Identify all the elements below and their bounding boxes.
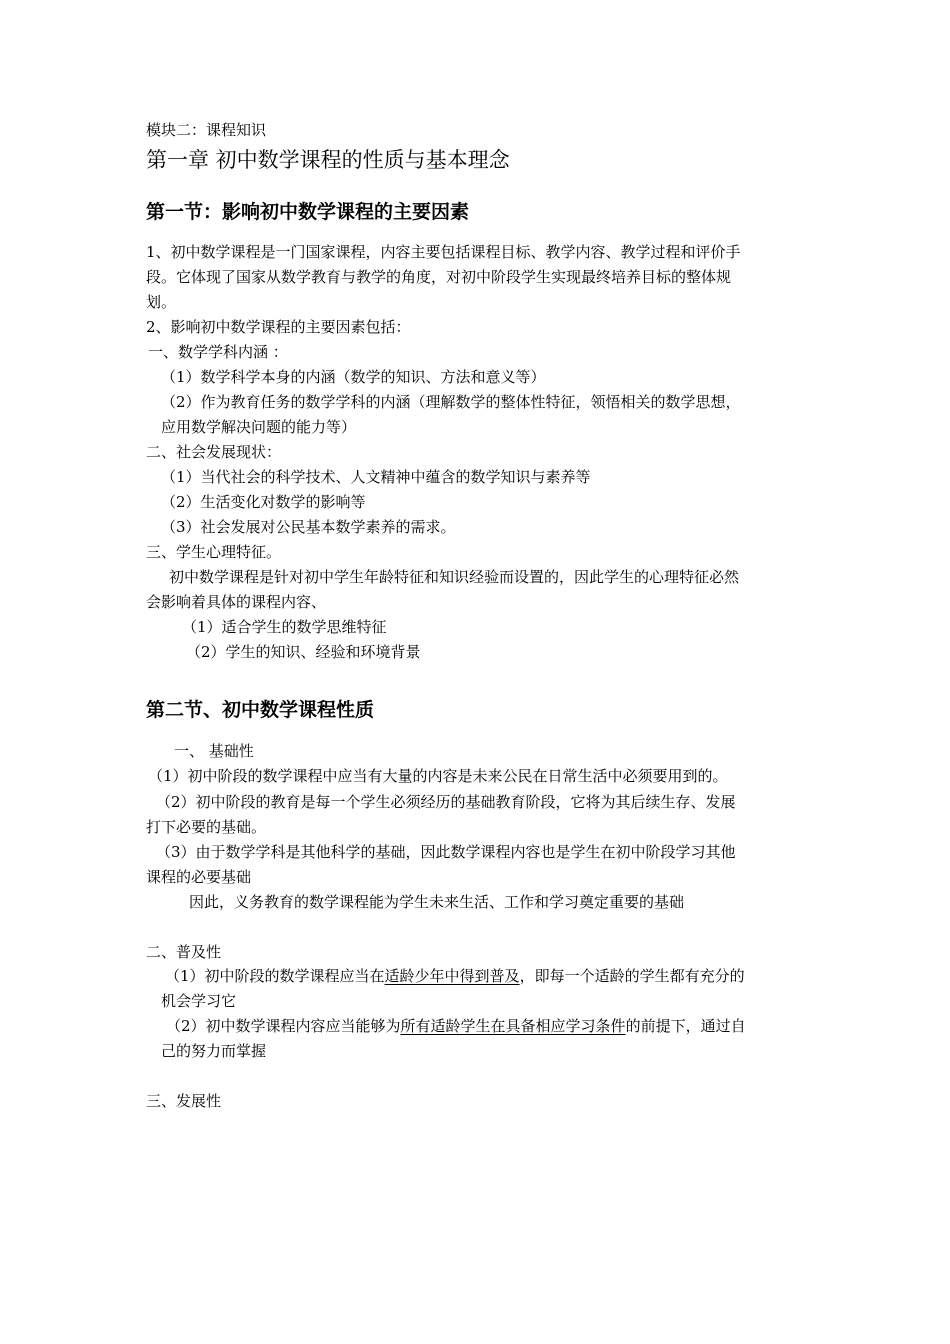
text-segment: （1）初中阶段的数学课程应当在 [165,967,385,985]
list-item-continuation: 己的努力而掌握 [161,1042,267,1060]
paragraph-line: 会影响着具体的课程内容、 [146,593,327,611]
text-segment: 的前提下，通过自 [625,1017,746,1035]
list-item: （1）数学科学本身的内涵（数学的知识、方法和意义等） [161,368,546,386]
list-item: （1）初中阶段的数学课程中应当有大量的内容是未来公民在日常生活中必须要用到的。 [148,767,728,785]
list-item: （2）作为教育任务的数学学科的内涵（理解数学的整体性特征，领悟相关的数学思想， [161,393,741,411]
list-item: （2）初中阶段的教育是每一个学生必须经历的基础教育阶段，它将为其后续生存、发展 [156,793,736,811]
list-item-continuation: 机会学习它 [161,992,237,1010]
paragraph-line: 1、初中数学课程是一门国家课程，内容主要包括课程目标、教学内容、教学过程和评价手 [146,243,741,261]
paragraph-line: 段。它体现了国家从数学教育与教学的角度，对初中阶段学生实现最终培养目标的整体规 [146,268,732,286]
list-item [166,1016,746,1036]
underlined-phrase: 适龄少年中得到普及 [384,967,520,985]
paragraph-line: 划。 [146,293,177,311]
paragraph-line: 初中数学课程是针对初中学生年龄特征和知识经验而设置的，因此学生的心理特征必然 [169,568,740,586]
summary-line: 因此，义务教育的数学课程能为学生未来生活、工作和学习奠定重要的基础 [189,893,685,911]
property-heading: 三、发展性 [146,1092,222,1110]
text-segment: ，即每一个适龄的学生都有充分的 [519,967,745,985]
section1-title: 第一节：影响初中数学课程的主要因素 [146,201,470,223]
list-item: （3）社会发展对公民基本数学素养的需求。 [161,518,456,536]
chapter-title: 第一章 初中数学课程的性质与基本理念 [146,148,510,172]
underlined-phrase: 所有适龄学生在具备相应学习条件 [400,1017,626,1035]
property-heading: 一、 基础性 [174,742,254,760]
factor-heading: 一、数学学科内涵 ： [148,343,288,361]
section2-title: 第二节、初中数学课程性质 [146,699,375,721]
list-item-continuation: 打下必要的基础。 [146,818,267,836]
factor-heading: 二、社会发展现状： [146,443,282,461]
list-item: （1）适合学生的数学思维特征 [182,618,387,636]
factor-heading: 三、学生心理特征。 [146,543,282,561]
list-item: （2）学生的知识、经验和环境背景 [186,643,421,661]
list-item: （2）生活变化对数学的影响等 [161,493,366,511]
list-item [165,966,745,986]
module-title: 模块二：课程知识 [146,121,267,139]
paragraph-line: 2、影响初中数学课程的主要因素包括： [146,318,411,336]
property-heading: 二、普及性 [146,943,222,961]
text-segment: （2）初中数学课程内容应当能够为 [166,1017,401,1035]
list-item-continuation: 课程的必要基础 [146,868,252,886]
list-item: （3）由于数学学科是其他科学的基础，因此数学课程内容也是学生在初中阶段学习其他 [156,843,736,861]
list-item-continuation: 应用数学解决问题的能力等） [161,418,357,436]
list-item: （1）当代社会的科学技术、人文精神中蕴含的数学知识与素养等 [161,468,591,486]
